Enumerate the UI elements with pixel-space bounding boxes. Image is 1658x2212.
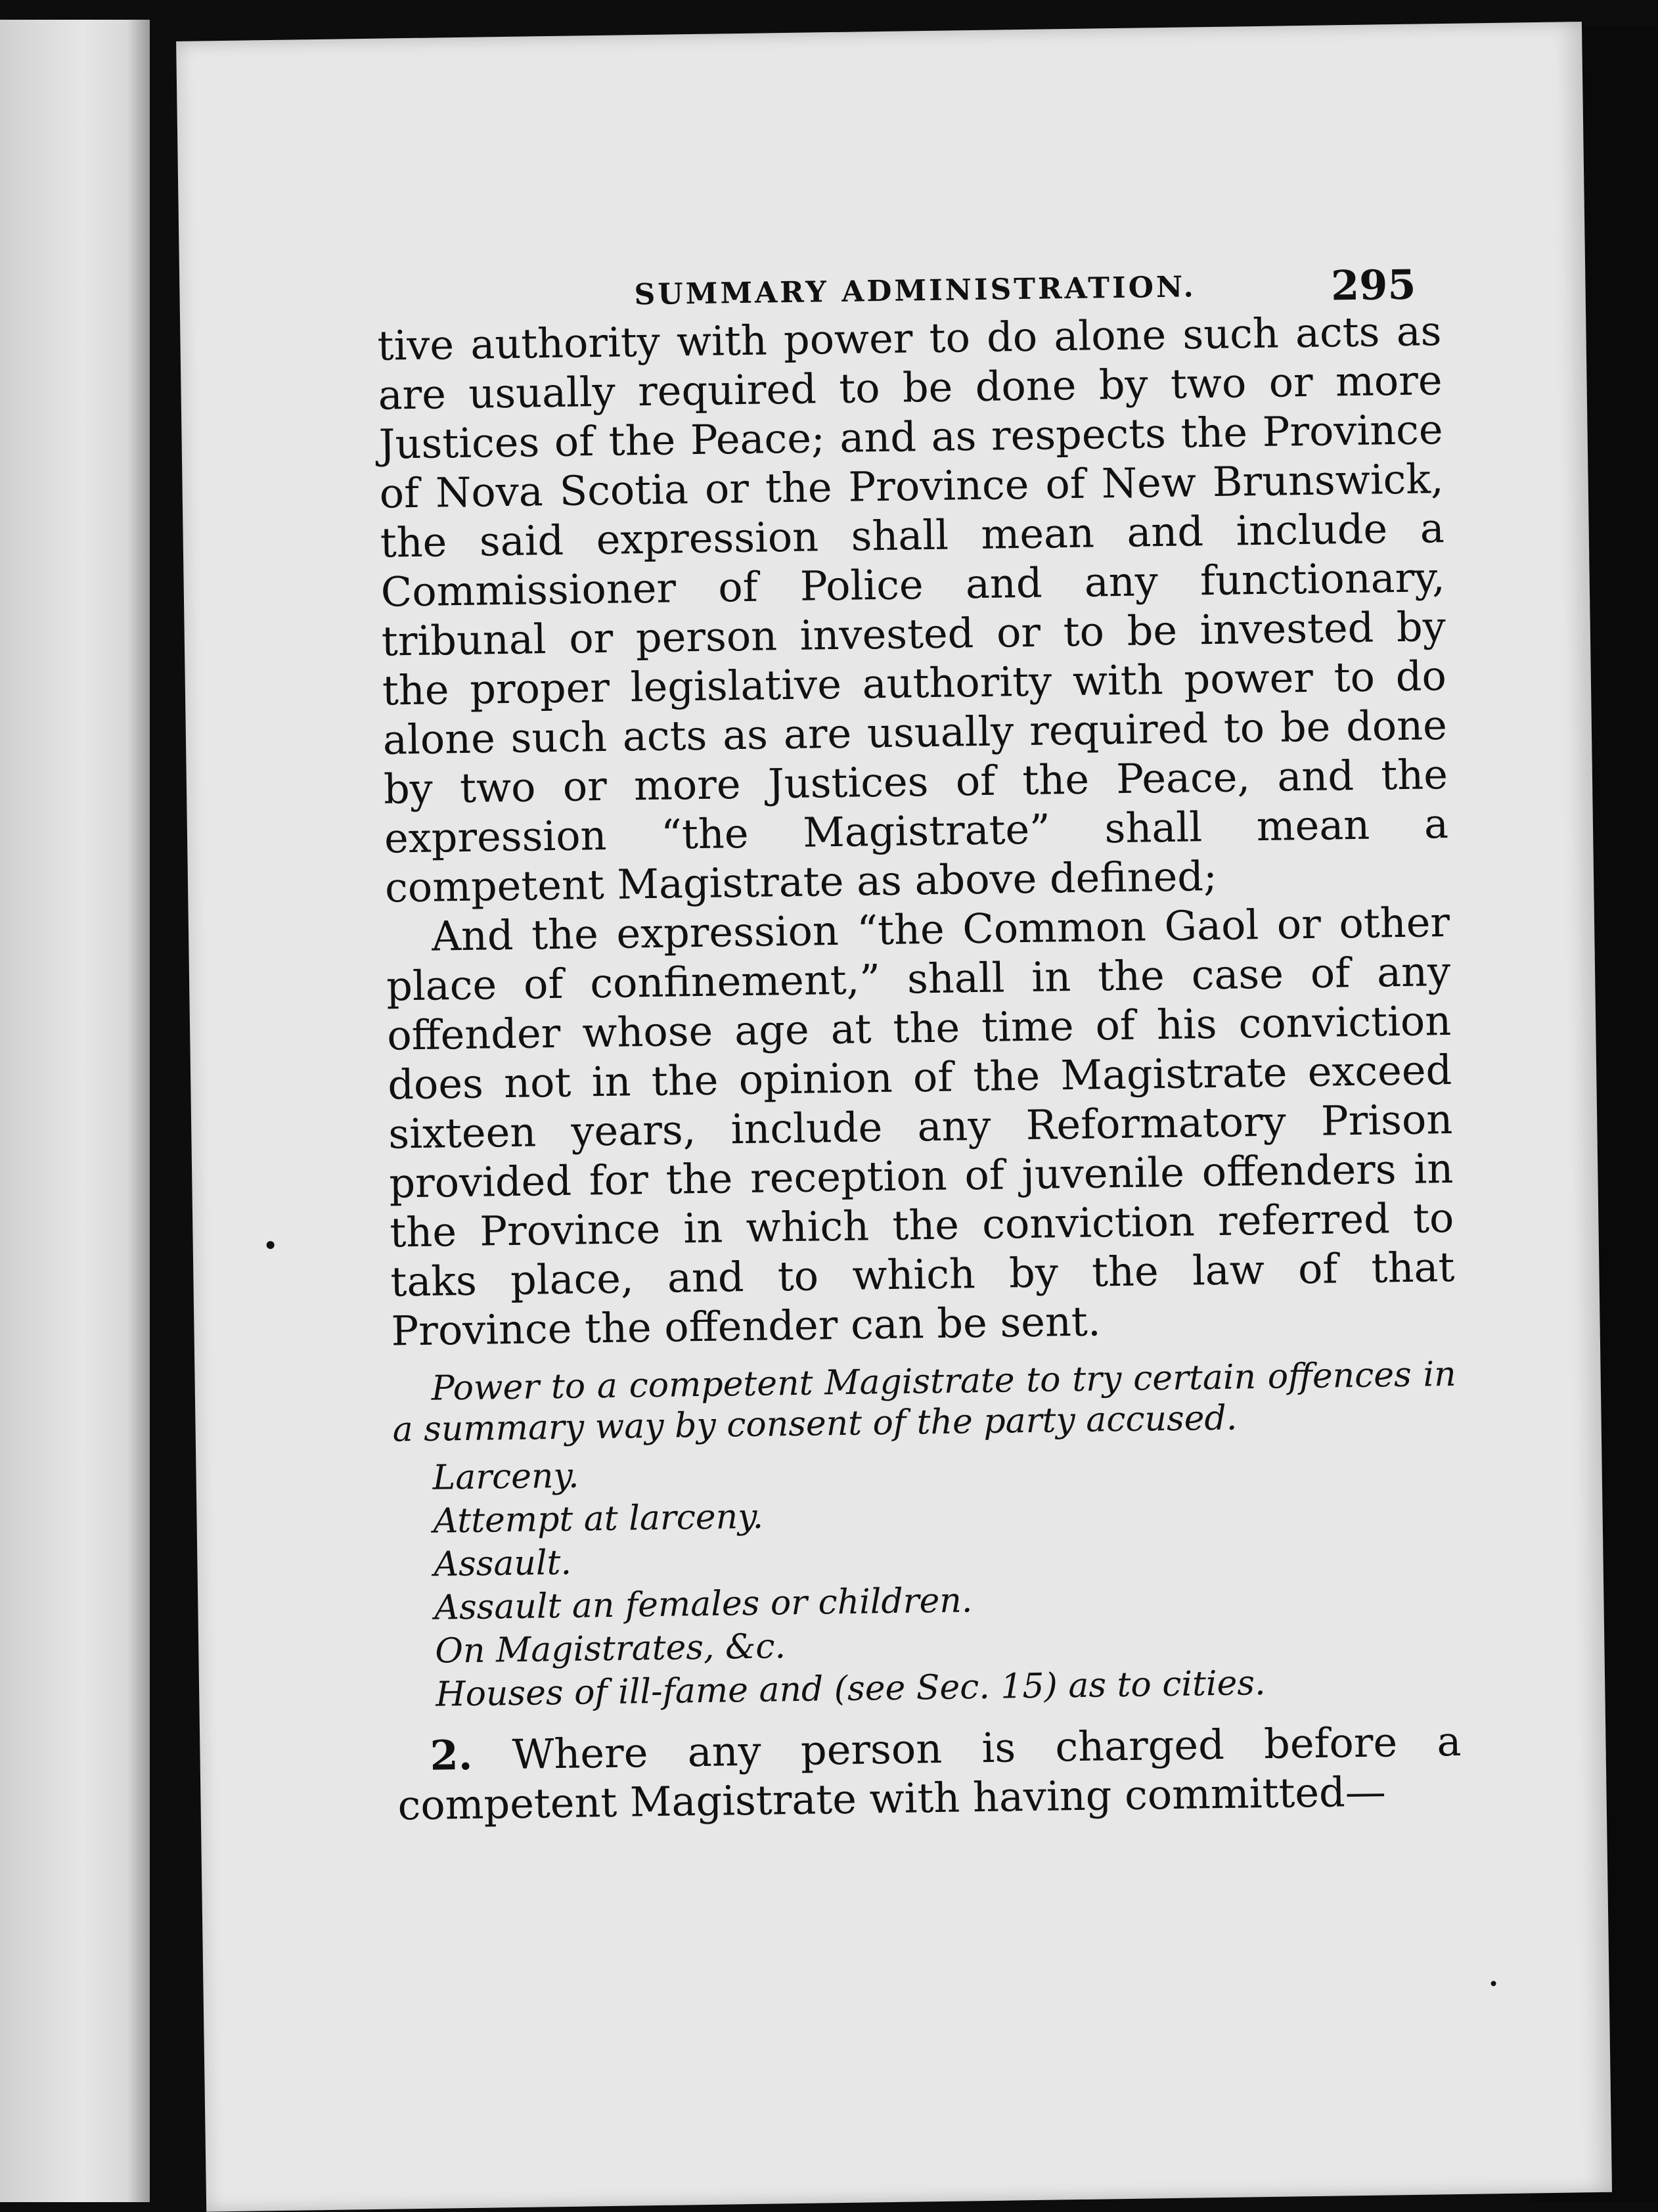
dust-speck <box>1491 1981 1496 1986</box>
offence-item: Larceny. <box>432 1456 579 1498</box>
offence-item: Houses of ill-fame and (see Sec. 15) as to cities. <box>435 1663 1266 1715</box>
offence-list <box>393 1442 1460 1717</box>
book-page <box>176 22 1612 2212</box>
definition-paragraph: tive authority with power to do alone such acts as are usually required to be done by two or more Justices of the Peace; and as respects the Province of Nova Scotia or the Province of New Brunswick, the said expression shall mean and include a Commissioner of Police and any functionary, tribunal or person invested or to be invested by the proper legislative authority with power to do alone such acts as are usually required to be done by two or more Justices of the Peace, and the expression “the Magistrate” shall mean a competent Magistrate as above defined; <box>377 307 1449 912</box>
running-head: SUMMARY ADMINISTRATION. <box>634 270 1197 312</box>
dust-speck <box>267 1241 275 1249</box>
gaol-definition-paragraph: And the expression “the Common Gaol or other place of confinement,” shall in the case of any offender whose age at the time of his conviction does not in the opinion of the Magistrate exceed sixteen years, include any Reformatory Prison provided for the reception of juvenile offenders in the Province in which the conviction referred to taks place, and to which by the law of that Province the offender can be sent. <box>386 898 1455 1355</box>
offence-item: On Magistrates, &c. <box>434 1627 786 1671</box>
marginal-note: Power to a competent Magistrate to try certain offences in a summary way by consent of the party accused. <box>392 1354 1457 1450</box>
offence-item: Assault. <box>434 1543 572 1585</box>
section-paragraph <box>397 1717 1462 1830</box>
section-number: 2. <box>430 1730 473 1780</box>
offence-item: Attempt at larceny. <box>433 1497 764 1541</box>
page-body <box>377 306 1462 1830</box>
offence-item: Assault an females or children. <box>434 1581 973 1628</box>
page-number: 295 <box>1330 260 1416 310</box>
facing-page-edge <box>0 20 150 2202</box>
section-text: Where any person is charged before a competent Magistrate with having committed— <box>397 1717 1462 1830</box>
